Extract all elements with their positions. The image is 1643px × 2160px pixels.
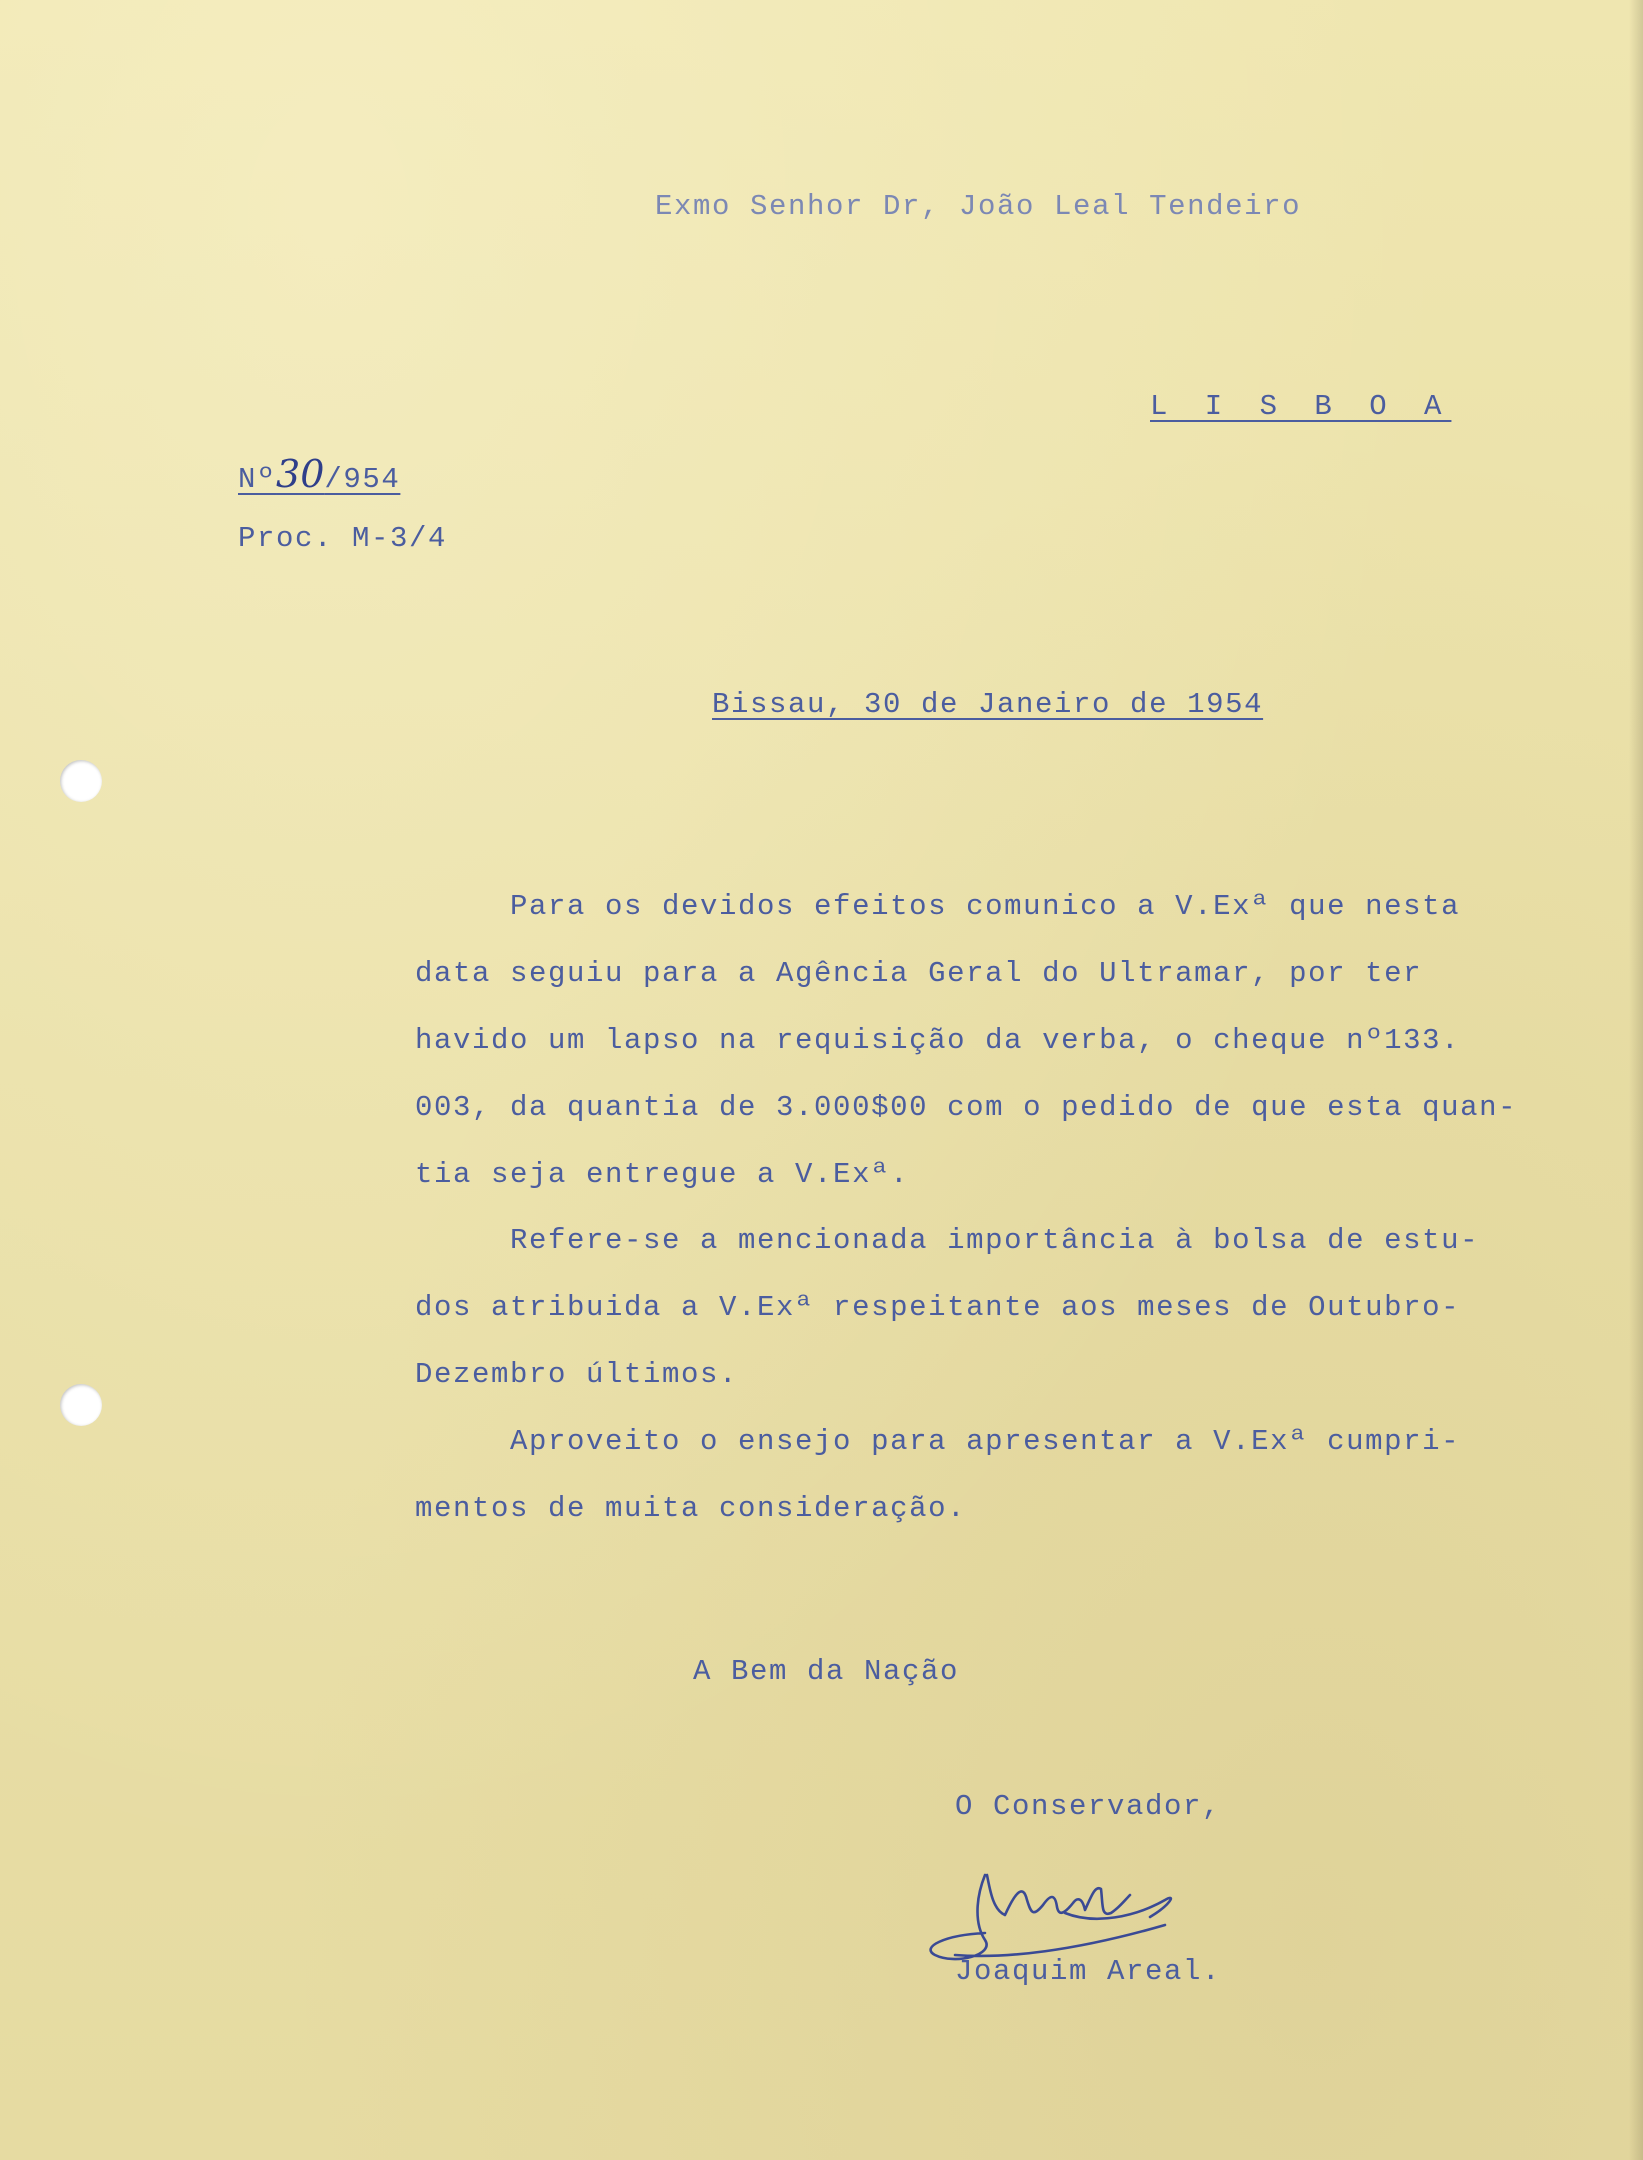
body-line: tia seja entregue a V.Exª. <box>415 1158 910 1191</box>
body-line: Para os devidos efeitos comunico a V.Exª que nesta <box>415 890 1461 923</box>
place-and-date: Bissau, 30 de Janeiro de 1954 <box>712 688 1264 721</box>
body-line: Refere-se a mencionada importância à bolsa de estu- <box>415 1224 1480 1257</box>
reference-prefix: Nº <box>238 463 277 496</box>
process-reference: Proc. M-3/4 <box>238 522 448 555</box>
page-edge-shadow <box>1629 0 1643 2160</box>
reference-year: /954 <box>324 463 401 496</box>
signer-title: O Conservador, <box>955 1790 1222 1823</box>
body-line: data seguiu para a Agência Geral do Ultramar, por ter <box>415 957 1423 990</box>
signer-name: Joaquim Areal. <box>955 1955 1222 1988</box>
destination-city: L I S B O A <box>1150 390 1452 423</box>
body-line: havido um lapso na requisição da verba, o cheque nº133. <box>415 1024 1461 1057</box>
body-line: mentos de muita consideração. <box>415 1492 967 1525</box>
body-line: 003, da quantia de 3.000$00 com o pedido de que esta quan- <box>415 1091 1518 1124</box>
reference-number-handwritten: 30 <box>276 452 325 496</box>
reference-number <box>238 452 400 496</box>
addressee: Exmo Senhor Dr, João Leal Tendeiro <box>655 190 1302 223</box>
punch-hole-top <box>60 760 102 802</box>
punch-hole-bottom <box>60 1384 102 1426</box>
body-line: dos atribuida a V.Exª respeitante aos meses de Outubro- <box>415 1291 1461 1324</box>
body-line: Aproveito o ensejo para apresentar a V.Exª cumpri- <box>415 1425 1461 1458</box>
closing-salutation: A Bem da Nação <box>693 1655 960 1688</box>
body-line: Dezembro últimos. <box>415 1358 739 1391</box>
